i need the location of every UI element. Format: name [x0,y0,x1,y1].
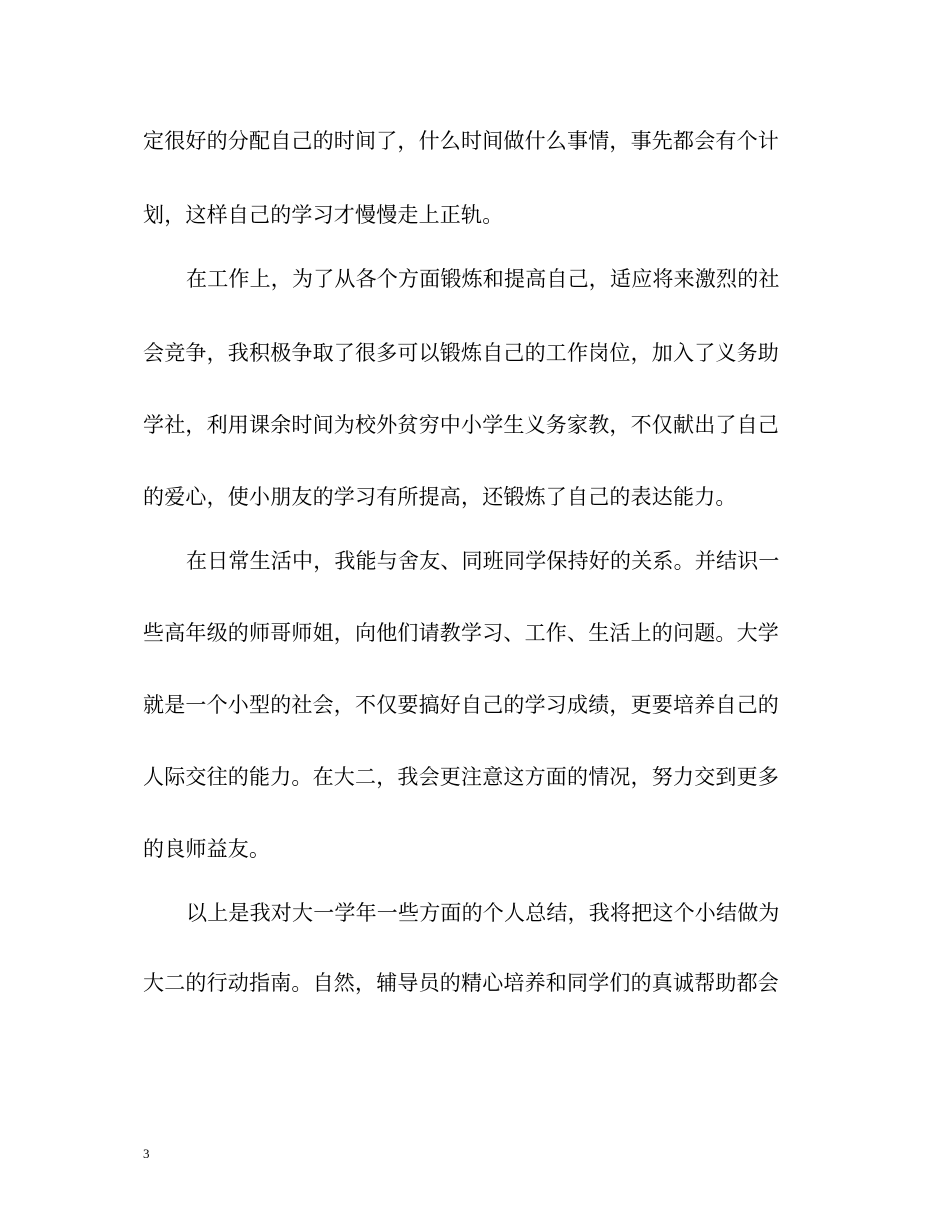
text-line-12: 以上是我对大一学年一些方面的个人总结，我将把这个小结做为 [186,901,780,925]
text-line-8: 些高年级的师哥师姐，向他们请教学习、工作、生活上的问题。大学 [143,621,779,645]
text-line-3: 在工作上，为了从各个方面锻炼和提高自己，适应将来激烈的社 [186,267,780,291]
text-line-13: 大二的行动指南。自然，辅导员的精心培养和同学们的真诚帮助都会 [143,971,779,995]
text-line-1: 定很好的分配自己的时间了，什么时间做什么事情，事先都会有个计 [143,129,779,153]
text-line-5: 学社，利用课余时间为校外贫穷中小学生义务家教，不仅献出了自己 [143,413,779,437]
text-line-4: 会竞争，我积极争取了很多可以锻炼自己的工作岗位，加入了义务助 [143,341,779,365]
text-line-7: 在日常生活中，我能与舍友、同班同学保持好的关系。并结识一 [186,549,780,573]
text-line-11: 的良师益友。 [143,837,271,861]
text-line-10: 人际交往的能力。在大二，我会更注意这方面的情况，努力交到更多 [143,765,779,789]
page-number: 3 [143,1146,150,1161]
text-line-6: 的爱心，使小朋友的学习有所提高，还锻炼了自己的表达能力。 [143,485,737,509]
text-line-2: 划，这样自己的学习才慢慢走上正轨。 [143,203,504,227]
text-line-9: 就是一个小型的社会，不仅要搞好自己的学习成绩，更要培养自己的 [143,693,779,717]
